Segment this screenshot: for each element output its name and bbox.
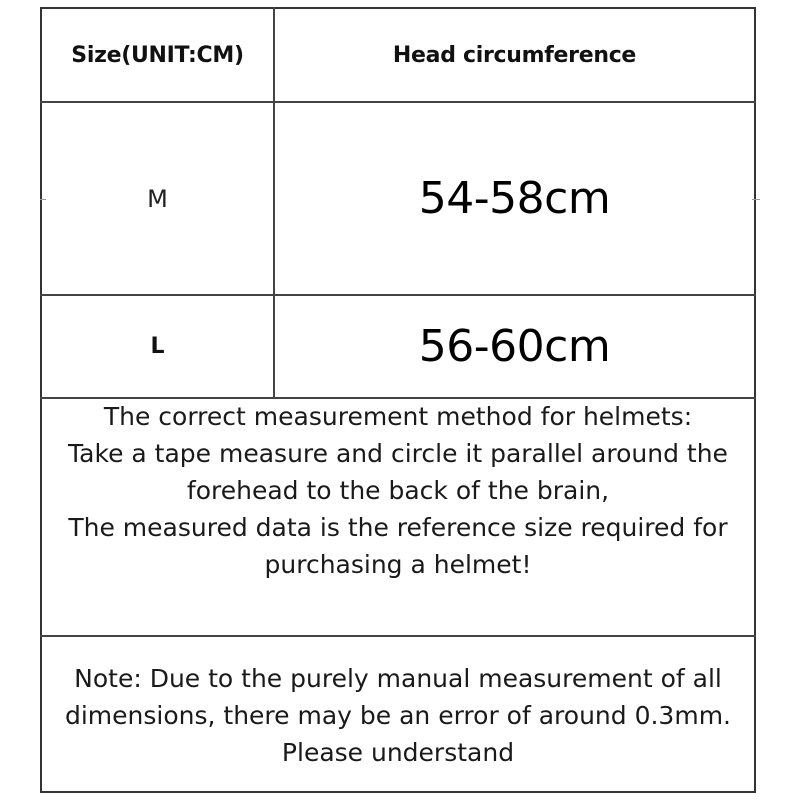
- size-column-header: Size(UNIT:CM): [71, 42, 244, 68]
- head-circumference-column-header: Head circumference: [392, 42, 637, 68]
- note-line: dimensions, there may be an error of around 0.3mm.: [64, 701, 731, 730]
- note-line: Note: Due to the purely manual measurement of all: [74, 664, 722, 693]
- method-line: forehead to the back of the brain,: [186, 476, 610, 505]
- size-l-circumference: 56-60cm: [418, 321, 611, 372]
- measurement-method-text: [42, 398, 754, 583]
- method-line: purchasing a helmet!: [264, 550, 532, 579]
- size-m-circumference: 54-58cm: [418, 173, 611, 224]
- size-l-cell: L: [150, 334, 165, 359]
- measurement-note-text: [42, 660, 754, 771]
- method-line: The correct measurement method for helmets:: [103, 402, 693, 431]
- note-divider: [40, 635, 756, 637]
- size-m-cell: M: [147, 184, 168, 213]
- method-line: Take a tape measure and circle it parallel around the: [68, 439, 728, 468]
- method-line: The measured data is the reference size required for: [68, 513, 728, 542]
- note-line: Please understand: [281, 738, 515, 767]
